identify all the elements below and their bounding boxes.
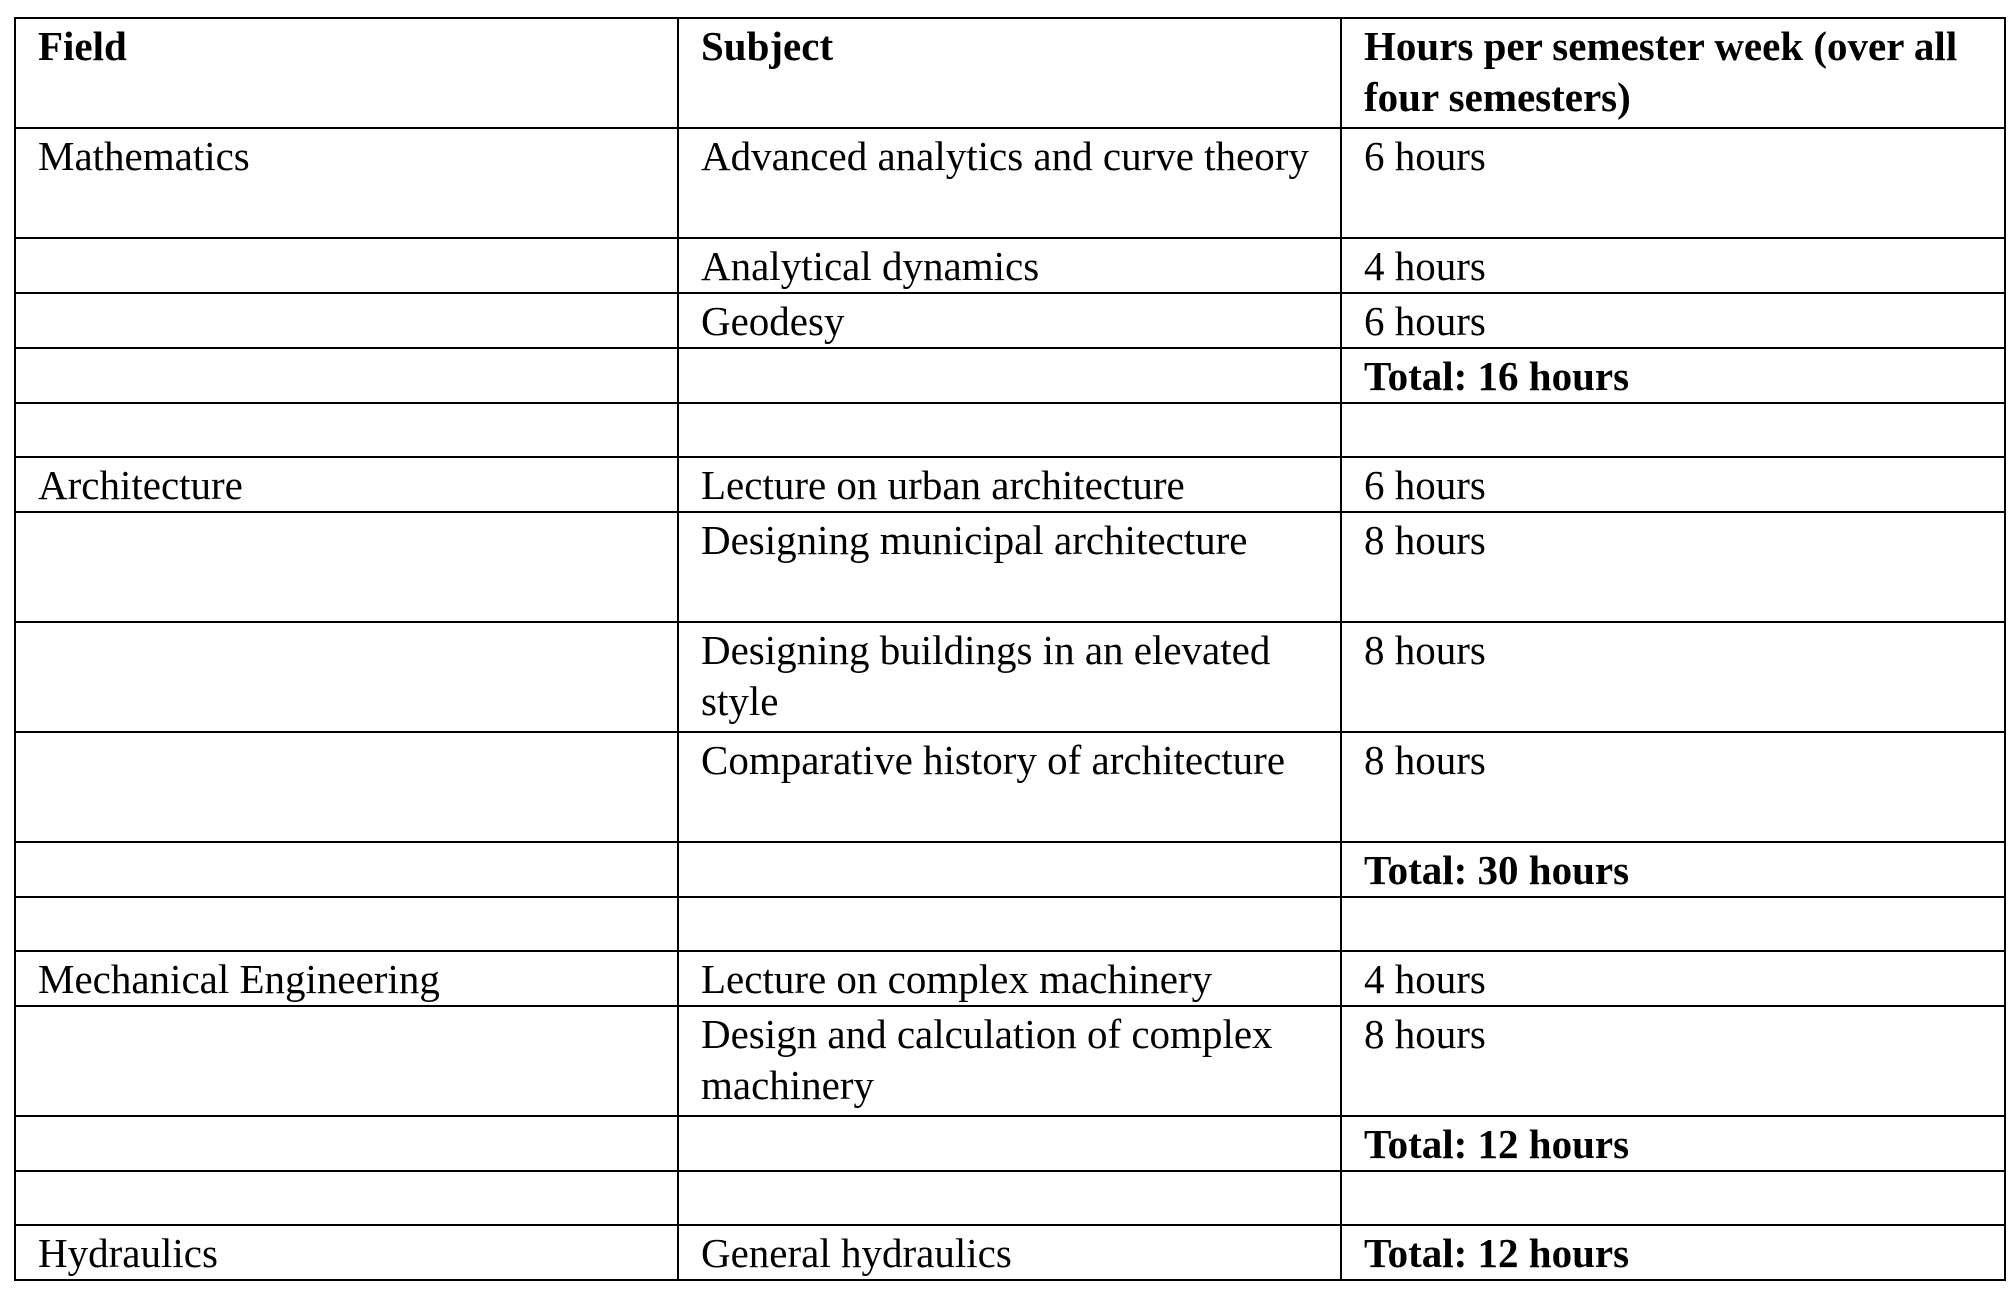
- total-cell: Total: 16 hours: [1341, 348, 2005, 403]
- hours-cell: [1341, 1171, 2005, 1225]
- subject-cell: [678, 1116, 1341, 1171]
- table-row: [15, 238, 2005, 293]
- subject-cell: General hydraulics: [678, 1225, 1341, 1280]
- field-cell: [15, 403, 678, 457]
- field-cell: Architecture: [15, 457, 678, 512]
- field-cell: [15, 1171, 678, 1225]
- subject-cell: Analytical dynamics: [678, 238, 1341, 293]
- hours-cell: 8 hours: [1341, 1006, 2005, 1116]
- subject-cell: [678, 842, 1341, 897]
- subject-cell: [678, 348, 1341, 403]
- hours-cell: [1341, 897, 2005, 951]
- subject-cell: Comparative history of architecture: [678, 732, 1341, 842]
- subject-cell: Advanced analytics and curve theory: [678, 128, 1341, 238]
- total-cell: Total: 12 hours: [1341, 1116, 2005, 1171]
- hours-cell: 4 hours: [1341, 951, 2005, 1006]
- field-cell: [15, 348, 678, 403]
- table-row: [15, 293, 2005, 348]
- table-header-row: [15, 18, 2005, 128]
- table-row-spacer: [15, 897, 2005, 951]
- table-row: [15, 951, 2005, 1006]
- subject-cell: [678, 897, 1341, 951]
- table-row-spacer: [15, 1171, 2005, 1225]
- field-cell: [15, 238, 678, 293]
- subject-cell: Designing municipal architecture: [678, 512, 1341, 622]
- hours-cell: 4 hours: [1341, 238, 2005, 293]
- hours-cell: 8 hours: [1341, 732, 2005, 842]
- field-cell: Hydraulics: [15, 1225, 678, 1280]
- hours-cell: 6 hours: [1341, 128, 2005, 238]
- hours-cell: 8 hours: [1341, 512, 2005, 622]
- subject-cell: Designing buildings in an elevated style: [678, 622, 1341, 732]
- total-cell: Total: 30 hours: [1341, 842, 2005, 897]
- header-field: Field: [15, 18, 678, 128]
- table-row-total: [15, 1116, 2005, 1171]
- field-cell: [15, 512, 678, 622]
- hours-cell: 6 hours: [1341, 457, 2005, 512]
- hours-cell: 8 hours: [1341, 622, 2005, 732]
- total-cell: Total: 12 hours: [1341, 1225, 2005, 1280]
- field-cell: [15, 293, 678, 348]
- header-hours: Hours per semester week (over all four semesters): [1341, 18, 2005, 128]
- field-cell: [15, 622, 678, 732]
- field-cell: [15, 842, 678, 897]
- header-subject: Subject: [678, 18, 1341, 128]
- field-cell: [15, 1116, 678, 1171]
- table-row: [15, 128, 2005, 238]
- table-row-total: [15, 842, 2005, 897]
- table-row: [15, 512, 2005, 622]
- subject-cell: Lecture on complex machinery: [678, 951, 1341, 1006]
- field-cell: [15, 732, 678, 842]
- table-row: [15, 1006, 2005, 1116]
- table-row: [15, 1225, 2005, 1280]
- subject-cell: Design and calculation of complex machinery: [678, 1006, 1341, 1116]
- hours-cell: 6 hours: [1341, 293, 2005, 348]
- field-cell: [15, 897, 678, 951]
- subject-cell: [678, 403, 1341, 457]
- subject-cell: Lecture on urban architecture: [678, 457, 1341, 512]
- curriculum-table: [14, 17, 2006, 1281]
- field-cell: [15, 1006, 678, 1116]
- table-row: [15, 732, 2005, 842]
- table-row-spacer: [15, 403, 2005, 457]
- field-cell: Mechanical Engineering: [15, 951, 678, 1006]
- subject-cell: Geodesy: [678, 293, 1341, 348]
- field-cell: Mathematics: [15, 128, 678, 238]
- table-row-total: [15, 348, 2005, 403]
- subject-cell: [678, 1171, 1341, 1225]
- hours-cell: [1341, 403, 2005, 457]
- table-row: [15, 457, 2005, 512]
- table-row: [15, 622, 2005, 732]
